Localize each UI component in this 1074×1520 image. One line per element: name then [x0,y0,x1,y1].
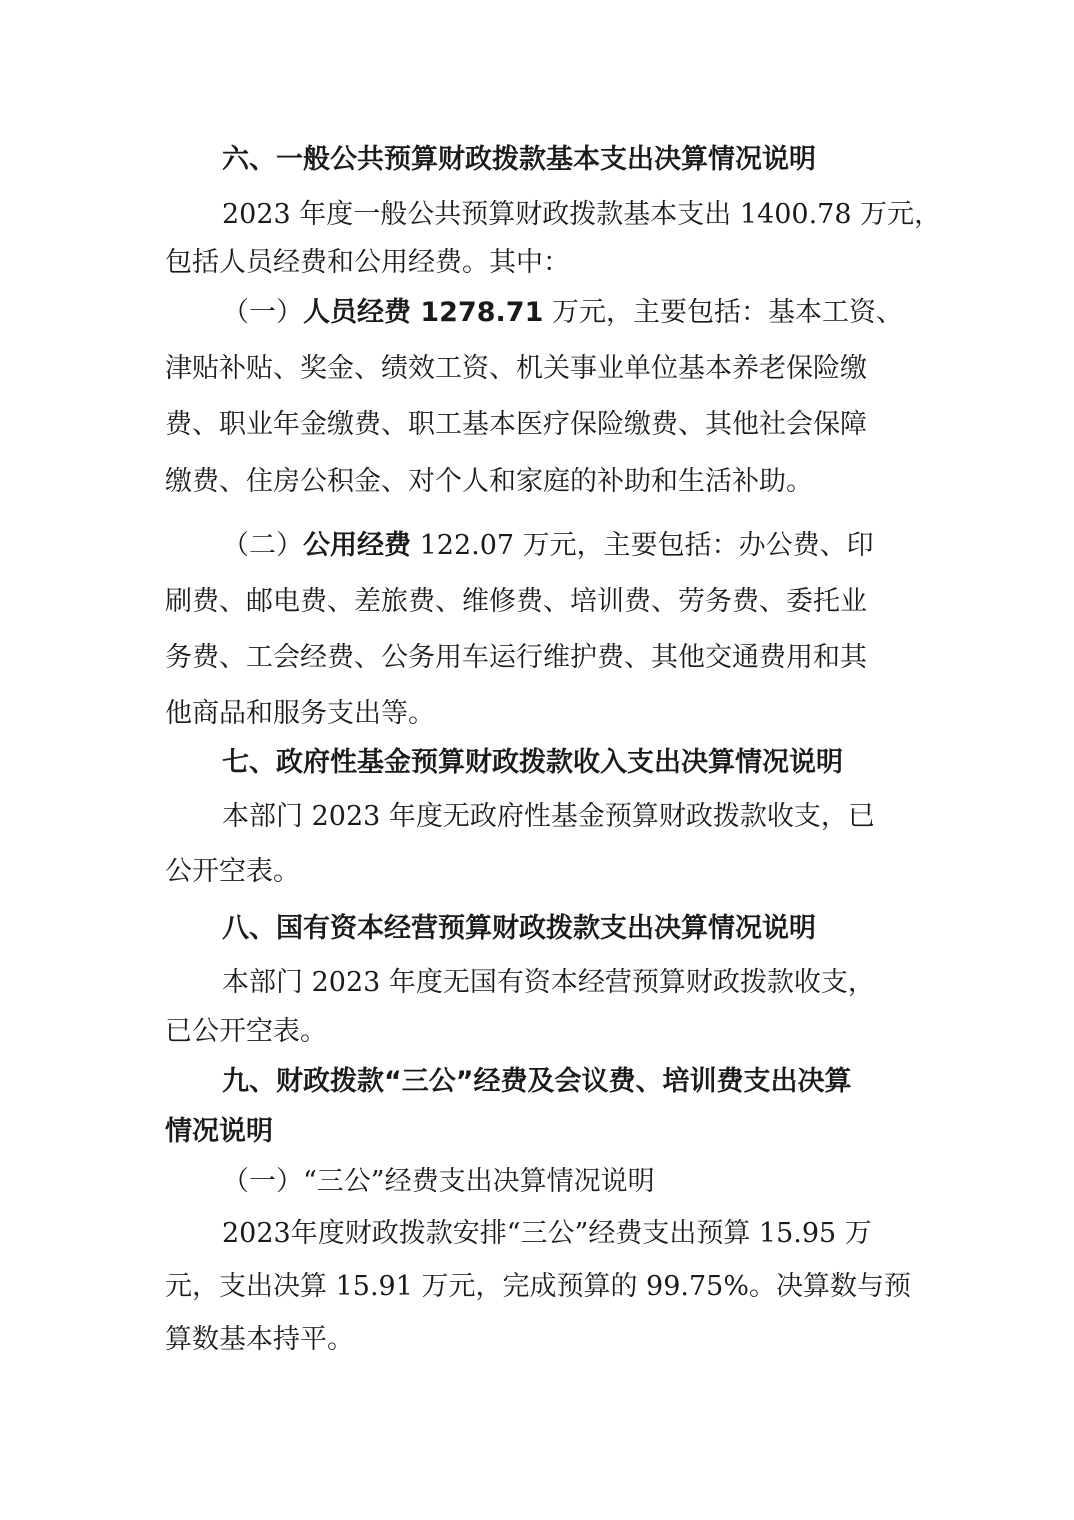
section-9-heading-line-2: 情况说明 [165,1116,273,1147]
section-9-line-2: 元，支出决算 15.91 万元，完成预算的 99.75%。决算数与预 [165,1271,911,1302]
public-expense-line-1 [222,526,874,566]
section-9-subheading: （一）“三公”经费支出决算情况说明 [222,1166,655,1197]
section-7-line-1: 本部门 2023 年度无政府性基金预算财政拨款收支，已 [222,801,875,832]
section-7-heading: 七、政府性基金预算财政拨款收入支出决算情况说明 [222,747,843,778]
public-expense-line-4: 他商品和服务支出等。 [165,698,435,729]
personnel-expense-line-2: 津贴补贴、奖金、绩效工资、机关事业单位基本养老保险缴 [165,353,867,384]
section-9-line-1: 2023年度财政拨款安排“三公”经费支出预算 15.95 万 [222,1218,872,1249]
personnel-expense-text: 万元，主要包括：基本工资、 [543,297,903,328]
public-expense-line-2: 刷费、邮电费、差旅费、维修费、培训费、劳务费、委托业 [165,586,867,617]
personnel-expense-label: （一） [222,297,303,328]
personnel-expense-amount: 人员经费 1278.71 [303,297,544,328]
section-9-line-3: 算数基本持平。 [165,1324,354,1355]
section-7-line-2: 公开空表。 [165,856,300,887]
personnel-expense-line-1 [222,293,903,333]
section-8-line-2: 已公开空表。 [165,1016,327,1047]
public-expense-title: 公用经费 [303,530,411,561]
public-expense-text: 122.07 万元，主要包括：办公费、印 [411,530,874,561]
section-6-heading: 六、一般公共预算财政拨款基本支出决算情况说明 [222,144,816,175]
section-8-heading: 八、国有资本经营预算财政拨款支出决算情况说明 [222,913,816,944]
public-expense-label: （二） [222,530,303,561]
section-9-heading-line-1: 九、财政拨款“三公”经费及会议费、培训费支出决算 [222,1066,852,1097]
section-6-intro-line-1: 2023 年度一般公共预算财政拨款基本支出 1400.78 万元， [222,199,942,230]
section-8-line-1: 本部门 2023 年度无国有资本经营预算财政拨款收支， [222,967,875,998]
personnel-expense-line-4: 缴费、住房公积金、对个人和家庭的补助和生活补助。 [165,466,813,497]
public-expense-line-3: 务费、工会经费、公务用车运行维护费、其他交通费用和其 [165,642,867,673]
section-6-intro-line-2: 包括人员经费和公用经费。其中： [165,247,570,278]
personnel-expense-line-3: 费、职业年金缴费、职工基本医疗保险缴费、其他社会保障 [165,409,867,440]
